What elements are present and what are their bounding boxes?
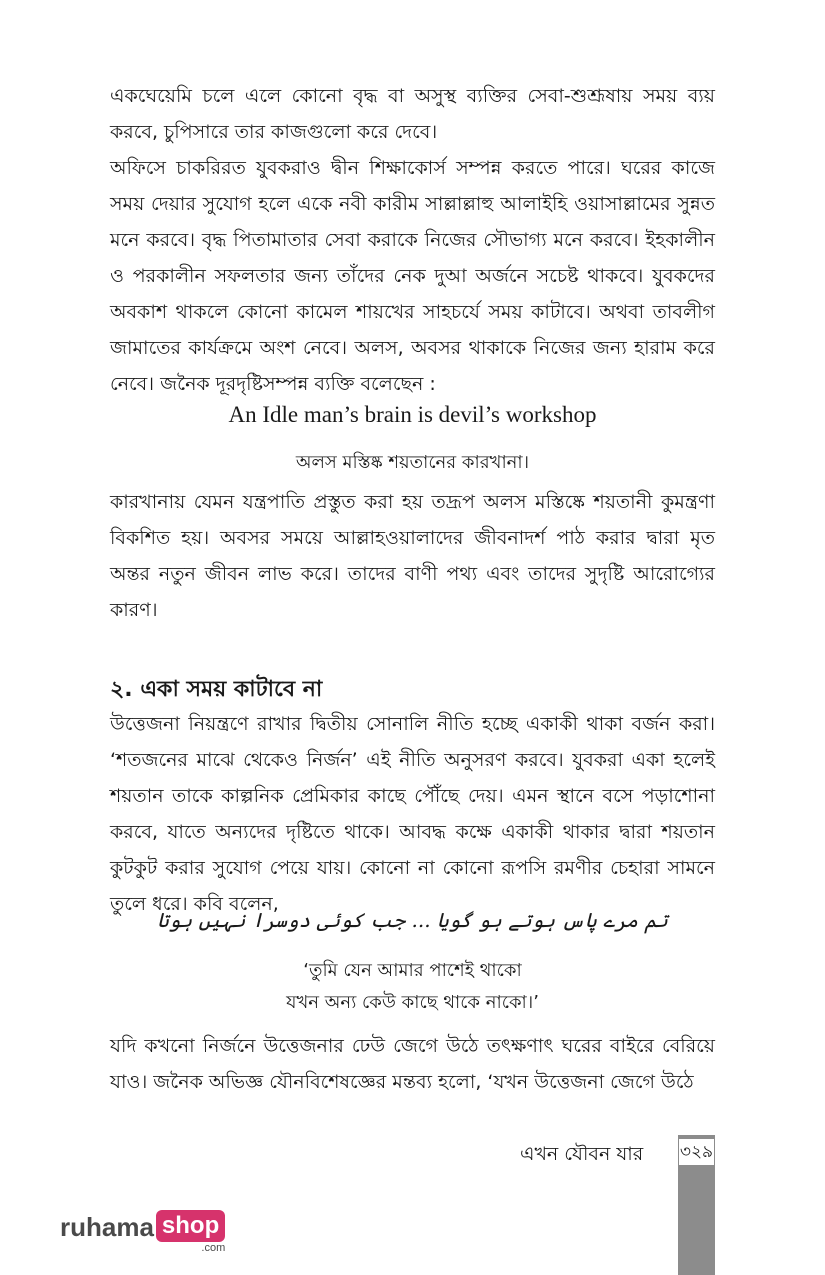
poem-line-1: ‘তুমি যেন আমার পাশেই থাকো (303, 960, 522, 981)
quote-english: An Idle man’s brain is devil’s workshop (228, 402, 597, 427)
page-number: ৩২৯ (678, 1138, 715, 1166)
paragraph-5: যদি কখনো নির্জনে উত্তেজনার ঢেউ জেগে উঠে তৎক্ষণাৎ ঘরের বাইরে বেরিয়ে যাও। জনৈক অভিজ্ঞ যৌনবিশেষজ্ঞের মন্তব্য হলো, ‘যখন উত্তেজনা জেগে উঠে (110, 1035, 715, 1093)
quote-bengali: অলস মস্তিষ্ক শয়তানের কারখানা। (295, 452, 530, 473)
ruhamashop-logo (60, 1210, 225, 1254)
logo-shop-group (154, 1210, 225, 1254)
logo-name: ruhama (60, 1212, 154, 1242)
section-heading: ২. একা সময় কাটাবে না (110, 677, 323, 702)
paragraph-1: একঘেয়েমি চলে এলে কোনো বৃদ্ধ বা অসুস্থ ব্যক্তির সেবা-শুশ্রূষায় সময় ব্যয় করবে, চুপিসারে তার কাজগুলো করে দেবে। (110, 85, 715, 143)
paragraph-3: কারখানায় যেমন যন্ত্রপাতি প্রস্তুত করা হয় তদ্রূপ অলস মস্তিষ্কে শয়তানী কুমন্ত্রণা বিকশিত হয়। অবসর সময়ে আল্লাহওয়ালাদের জীবনাদর্শ পাঠ করার দ্বারা মৃত অন্তর নতুন জীবন লাভ করে। তাদের বাণী পথ্য এবং তাদের সুদৃষ্টি আরোগ্যের কারণ। (110, 491, 715, 621)
logo-shop-badge: shop (156, 1210, 225, 1242)
logo-domain: .com (201, 1242, 226, 1254)
paragraph-4: উত্তেজনা নিয়ন্ত্রণে রাখার দ্বিতীয় সোনালি নীতি হচ্ছে একাকী থাকা বর্জন করা। ‘শতজনের মাঝে থেকেও নির্জন’ এই নীতি অনুসরণ করবে। যুবকরা একা হলেই শয়তান তাকে কাল্পনিক প্রেমিকার কাছে পৌঁছে দেয়। এমন স্থানে বসে পড়াশোনা করবে, যাতে অন্যদের দৃষ্টিতে থাকে। আবদ্ধ কক্ষে একাকী থাকার দ্বারা শয়তান কুটকুট করার সুযোগ পেয়ে যায়। কোনো না কোনো রূপসি রমণীর চেহারা সামনে তুলে ধরে। কবি বলেন, (110, 713, 715, 915)
poem-line-2: যখন অন্য কেউ কাছে থাকে নাকো।’ (286, 992, 539, 1013)
footer-book-title: এখন যৌবন যার (520, 1143, 644, 1165)
urdu-couplet: تم مرے پاس ہوتے ہو گویا ... جب کوئی دوسرا نہیں ہوتا (157, 908, 668, 932)
paragraph-2: অফিসে চাকরিরত যুবকরাও দ্বীন শিক্ষাকোর্স সম্পন্ন করতে পারে। ঘরের কাজে সময় দেয়ার সুযোগ হলে একে নবী কারীম সাল্লাল্লাহু আলাইহি ওয়াসাল্লামের সুন্নত মনে করবে। বৃদ্ধ পিতামাতার সেবা করাকে নিজের সৌভাগ্য মনে করবে। ইহকালীন ও পরকালীন সফলতার জন্য তাঁদের নেক দুআ অর্জনে সচেষ্ট থাকবে। যুবকদের অবকাশ থাকলে কোনো কামেল শায়খের সাহচর্যে সময় কাটাবে। অথবা তাবলীগ জামাতের কার্যক্রমে অংশ নেবে। অলস, অবসর থাকাকে নিজের জন্য হারাম করে নেবে। জনৈক দূরদৃষ্টিসম্পন্ন ব্যক্তি বলেছেন : (110, 157, 715, 395)
